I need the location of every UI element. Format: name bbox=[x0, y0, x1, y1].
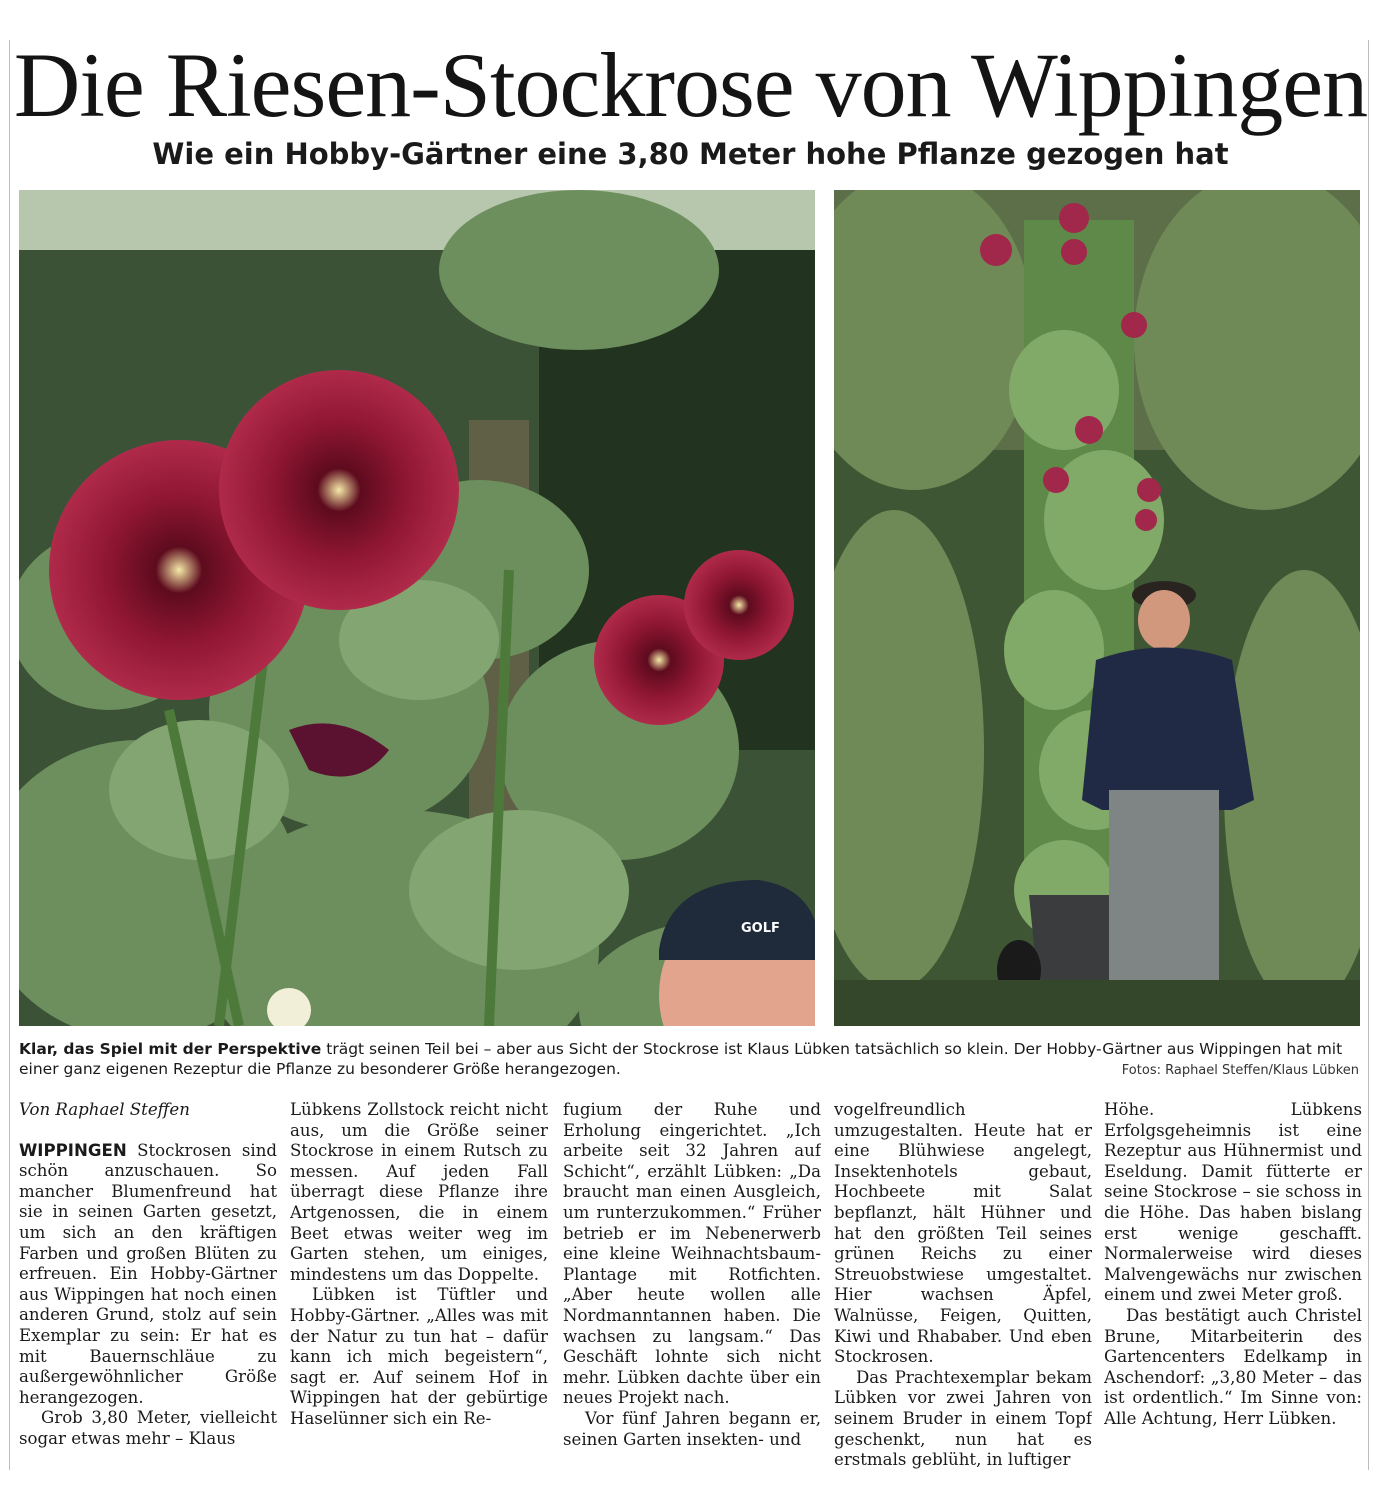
article-column-5 bbox=[1104, 1100, 1362, 1470]
subheadline: Wie ein Hobby-Gärtner eine 3,80 Meter hohe Pflanze gezogen hat bbox=[152, 137, 1229, 171]
byline: Von Raphael Steffen bbox=[19, 1100, 190, 1119]
article-paragraph: vogelfreundlich umzugestalten. Heute hat er eine Blühwiese angelegt, Insektenhotels gebaut, Hochbeete mit Salat bepflanzt, hält Hühner und hat den größten Teil seines grünen Reichs zu einer Streuobstwiese umgestaltet. Hier wachsen Äpfel, Walnüsse, Feigen, Quitten, Kiwi und Rhababer. Und eben Stockrosen. bbox=[834, 1100, 1092, 1367]
article-paragraph bbox=[19, 1141, 277, 1409]
photo-hollyhock-closeup-image bbox=[19, 190, 815, 1026]
article-paragraph: Grob 3,80 Meter, vielleicht sogar etwas mehr – Klaus bbox=[19, 1408, 277, 1448]
article-paragraph: Vor fünf Jahren begann er, seinen Garten insekten- und bbox=[563, 1408, 821, 1449]
article-paragraph: Das bestätigt auch Christel Brune, Mitarbeiterin des Gartencenters Edelkamp in Aschendorf: „3,80 Meter – das ist ordentlich.“ Im Sinne von: Alle Achtung, Herr Lübken. bbox=[1104, 1305, 1362, 1428]
photo-tall-hollyhock-image bbox=[834, 190, 1360, 1026]
dateline: WIPPINGEN bbox=[19, 1140, 127, 1160]
column-rule-left bbox=[9, 40, 10, 1470]
article-column-2 bbox=[290, 1100, 548, 1470]
headline: Die Riesen-Stockrose von Wippingen bbox=[13, 34, 1368, 136]
caption-text: trägt seinen Teil bei – aber aus Sicht der Stockrose ist Klaus Lübken tatsächlich so klein. Der Hobby-Gärtner aus Wippingen hat mit einer ganz eigenen Rezeptur die Pflanze zu besonderer Größe herangezogen. bbox=[19, 1040, 1343, 1078]
cap-logo-text: GOLF bbox=[741, 921, 780, 936]
article-column-1 bbox=[19, 1100, 277, 1470]
article-paragraph: fugium der Ruhe und Erholung eingerichtet. „Ich arbeite seit 32 Jahren auf Schicht“, erzählt Lübken: „Da braucht man einen Ausgleich, um runterzukommen.“ Früher betrieb er im Nebenerwerb eine kleine Weihnachtsbaum-Plantage mit Rotfichten. „Aber heute wollen alle Nordmanntannen haben. Die wachsen zu langsam.“ Das Geschäft lohnte sich nicht mehr. Lübken dachte über ein neues Projekt nach. bbox=[563, 1100, 821, 1408]
photo-hollyhock-closeup bbox=[19, 190, 815, 1026]
column-rule-right bbox=[1368, 40, 1369, 1470]
article-paragraph: Lübkens Zollstock reicht nicht aus, um die Größe seiner Stockrose in einem Rutsch zu messen. Auf jeden Fall überragt diese Pflanze ihre Artgenossen, die in einem Beet etwas weiter weg im Garten stehen, um einiges, mindestens um das Doppelte. bbox=[290, 1100, 548, 1284]
photo-credit: Fotos: Raphael Steffen/Klaus Lübken bbox=[1121, 1063, 1359, 1078]
article-paragraph: Das Prachtexemplar bekam Lübken vor zwei Jahren von seinem Bruder in einem Topf geschenkt, nun hat es erstmals geblüht, in luftiger bbox=[834, 1367, 1092, 1470]
article-text: Stockrosen sind schön anzuschauen. So mancher Blumenfreund hat sie in seinen Garten gesetzt, um sich an den kräftigen Farben und großen Blüten zu erfreuen. Ein Hobby-Gärtner aus Wippingen hat noch einen anderen Grund, stolz auf sein Exemplar zu sein: Er hat es mit Bauernschläue zu außergewöhnlicher Größe herangezogen. bbox=[19, 1140, 277, 1407]
article-column-3 bbox=[563, 1100, 821, 1470]
caption-lead: Klar, das Spiel mit der Perspektive bbox=[19, 1040, 322, 1058]
article-column-4 bbox=[834, 1100, 1092, 1470]
article-paragraph: Höhe. Lübkens Erfolgsgeheimnis ist eine Rezeptur aus Hühnermist und Eseldung. Damit fütterte er seine Stockrose – sie schoss in die Höhe. Das haben bislang erst wenige geschafft. Normalerweise wird dieses Malvengewächs nur zwischen einem und zwei Meter groß. bbox=[1104, 1100, 1362, 1305]
article-paragraph: Lübken ist Tüftler und Hobby-Gärtner. „Alles was mit der Natur zu tun hat – dafür kann ich mich begeistern“, sagt er. Auf seinem Hof in Wippingen hat der gebürtige Haselünner sich ein Re- bbox=[290, 1285, 548, 1428]
photo-tall-hollyhock bbox=[834, 190, 1360, 1026]
